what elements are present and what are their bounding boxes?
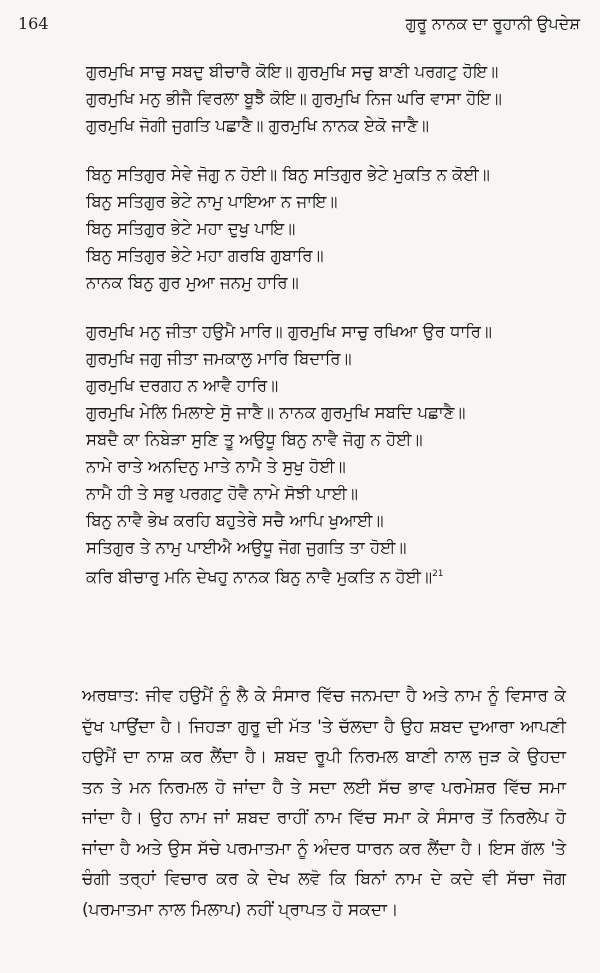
verse-line: ਬਿਨੁ ਸਤਿਗੁਰ ਭੇਟੇ ਮਹਾ ਦੁਖੁ ਪਾਇ॥	[86, 219, 296, 238]
explanation-text: ਅਰਥਾਤ: ਜੀਵ ਹਉਮੈਂ ਨੂੰ ਲੈ ਕੇ ਸੰਸਾਰ ਵਿੱਚ ਜਨਮਦਾ ਹੈ ਅਤੇ ਨਾਮ ਨੂੰ ਵਿਸਾਰ ਕੇ ਦੁੱਖ ਪਾਉਂਦਾ ਹੈ। ਜਿਹੜਾ ਗੁਰੂ ਦੀ ਮੱਤ 'ਤੇ ਚੱਲਦਾ ਹੈ ਉਹ ਸ਼ਬਦ ਦੁਆਰਾ ਆਪਣੀ ਹਉਮੈਂ ਦਾ ਨਾਸ਼ ਕਰ ਲੈਂਦਾ ਹੈ। ਸ਼ਬਦ ਰੂਪੀ ਨਿਰਮਲ ਬਾਣੀ ਨਾਲ ਜੁੜ ਕੇ ਉਹਦਾ ਤਨ ਤੇ ਮਨ ਨਿਰਮਲ ਹੋ ਜਾਂਦਾ ਹੈ ਤੇ ਸਦਾ ਲਈ ਸੱਚ ਭਾਵ ਪਰਮੇਸ਼ਰ ਵਿੱਚ ਸਮਾ ਜਾਂਦਾ ਹੈ। ਉਹ ਨਾਮ ਜਾਂ ਸ਼ਬਦ ਰਾਹੀਂ ਨਾਮ ਵਿੱਚ ਸਮਾ ਕੇ ਸੰਸਾਰ ਤੋਂ ਨਿਰਲੇਪ ਹੋ ਜਾਂਦਾ ਹੈ ਅਤੇ ਉਸ ਸੱਚੇ ਪਰਮਾਤਮਾ ਨੂੰ ਅੰਦਰ ਧਾਰਨ ਕਰ ਲੈਂਦਾ ਹੈ। ਇਸ ਗੱਲ 'ਤੇ ਚੰਗੀ ਤਰ੍ਹਾਂ ਵਿਚਾਰ ਕਰ ਕੇ ਦੇਖ ਲਵੋ ਕਿ ਬਿਨਾਂ ਨਾਮ ਦੇ ਕਦੇ ਵੀ ਸੱਚਾ ਜੋਗ (ਪਰਮਾਤਮਾ ਨਾਲ ਮਿਲਾਪ) ਨਹੀਂ ਪ੍ਰਾਪਤ ਹੋ ਸਕਦਾ।	[82, 686, 566, 920]
verse-line: ਬਿਨੁ ਸਤਿਗੁਰ ਭੇਟੇ ਨਾਮੁ ਪਾਇਆ ਨ ਜਾਇ॥	[86, 192, 338, 211]
footnote-marker: 21	[432, 569, 444, 579]
verse-line: ਨਾਮੇ ਰਾਤੇ ਅਨਦਿਨੁ ਮਾਤੇ ਨਾਮੈ ਤੇ ਸੁਖੁ ਹੋਈ॥	[86, 457, 346, 476]
stanza-gap	[86, 139, 590, 161]
verse-line: ਸਤਿਗੁਰ ਤੇ ਨਾਮੁ ਪਾਈਐ ਅਉਧੂ ਜੋਗ ਜੁਗਤਿ ਤਾ ਹੋਈ॥	[86, 538, 407, 557]
verse-block	[86, 58, 590, 591]
verse-line: ਗੁਰਮੁਖਿ ਮਨੁ ਜੀਤਾ ਹਉਮੈ ਮਾਰਿ॥ ਗੁਰਮੁਖਿ ਸਾਚੁ ਰਖਿਆ ਉਰ ਧਾਰਿ॥	[86, 322, 492, 341]
verse-line: ਬਿਨੁ ਸਤਿਗੁਰ ਸੇਵੇ ਜੋਗੁ ਨ ਹੋਈ॥ ਬਿਨੁ ਸਤਿਗੁਰ ਭੇਟੇ ਮੁਕਤਿ ਨ ਕੋਈ॥	[86, 165, 490, 184]
verse-line: ਗੁਰਮੁਖਿ ਮੇਲਿ ਮਿਲਾਏ ਸੁੋ ਜਾਣੈ॥ ਨਾਨਕ ਗੁਰਮੁਖਿ ਸਬਦਿ ਪਛਾਣੈ॥	[86, 403, 466, 422]
verse-line: ਗੁਰਮੁਖਿ ਦਰਗਹ ਨ ਆਵੈ ਹਾਰਿ॥	[86, 376, 279, 395]
running-head: ਗੁਰੂ ਨਾਨਕ ਦਾ ਰੂਹਾਨੀ ਉਪਦੇਸ਼	[405, 14, 580, 33]
stanza-gap	[86, 296, 590, 318]
verse-line: ਗੁਰਮੁਖਿ ਜੋਗੀ ਜੁਗਤਿ ਪਛਾਣੈ॥ ਗੁਰਮੁਖਿ ਨਾਨਕ ਏਕੋ ਜਾਣੈ॥	[86, 116, 429, 135]
verse-line: ਗੁਰਮੁਖਿ ਸਾਚੁ ਸਬਦੁ ਬੀਚਾਰੈ ਕੋਇ॥ ਗੁਰਮੁਖਿ ਸਚੁ ਬਾਣੀ ਪਰਗਟੁ ਹੋਇ॥	[86, 62, 499, 81]
verse-line: ਨਾਨਕ ਬਿਨੁ ਗੁਰ ਮੁਆ ਜਨਮੁ ਹਾਰਿ॥	[86, 273, 299, 292]
verse-line-last	[86, 561, 590, 591]
verse-line: ਸਬਦੈ ਕਾ ਨਿਬੇੜਾ ਸੁਣਿ ਤੂ ਅਉਧੂ ਬਿਨੁ ਨਾਵੈ ਜੋਗੁ ਨ ਹੋਈ॥	[86, 430, 423, 449]
page-header	[18, 14, 580, 44]
verse-line: ਬਿਨੁ ਸਤਿਗੁਰ ਭੇਟੇ ਮਹਾ ਗਰਬਿ ਗੁਬਾਰਿ॥	[86, 246, 324, 265]
verse-line: ਨਾਮੈ ਹੀ ਤੇ ਸਭੁ ਪਰਗਟੁ ਹੋਵੈ ਨਾਮੇ ਸੋਝੀ ਪਾਈ॥	[86, 484, 359, 503]
explanation-paragraph	[82, 681, 566, 925]
verse-line: ਗੁਰਮੁਖਿ ਮਨੁ ਭੀਜੈ ਵਿਰਲਾ ਬੂਝੈ ਕੋਇ॥ ਗੁਰਮੁਖਿ ਨਿਜ ਘਰਿ ਵਾਸਾ ਹੋਇ॥	[86, 89, 502, 108]
page-number: 164	[18, 14, 49, 33]
verse-line: ਗੁਰਮੁਖਿ ਜਗੁ ਜੀਤਾ ਜਮਕਾਲੁ ਮਾਰਿ ਬਿਦਾਰਿ॥	[86, 349, 352, 368]
verse-text: ਕਰਿ ਬੀਚਾਰੁ ਮਨਿ ਦੇਖਹੁ ਨਾਨਕ ਬਿਨੁ ਨਾਵੈ ਮੁਕਤਿ ਨ ਹੋਈ॥	[86, 567, 433, 587]
verse-line: ਬਿਨੁ ਨਾਵੈ ਭੇਖ ਕਰਹਿ ਬਹੁਤੇਰੇ ਸਚੈ ਆਪਿ ਖੁਆਈ॥	[86, 511, 384, 530]
